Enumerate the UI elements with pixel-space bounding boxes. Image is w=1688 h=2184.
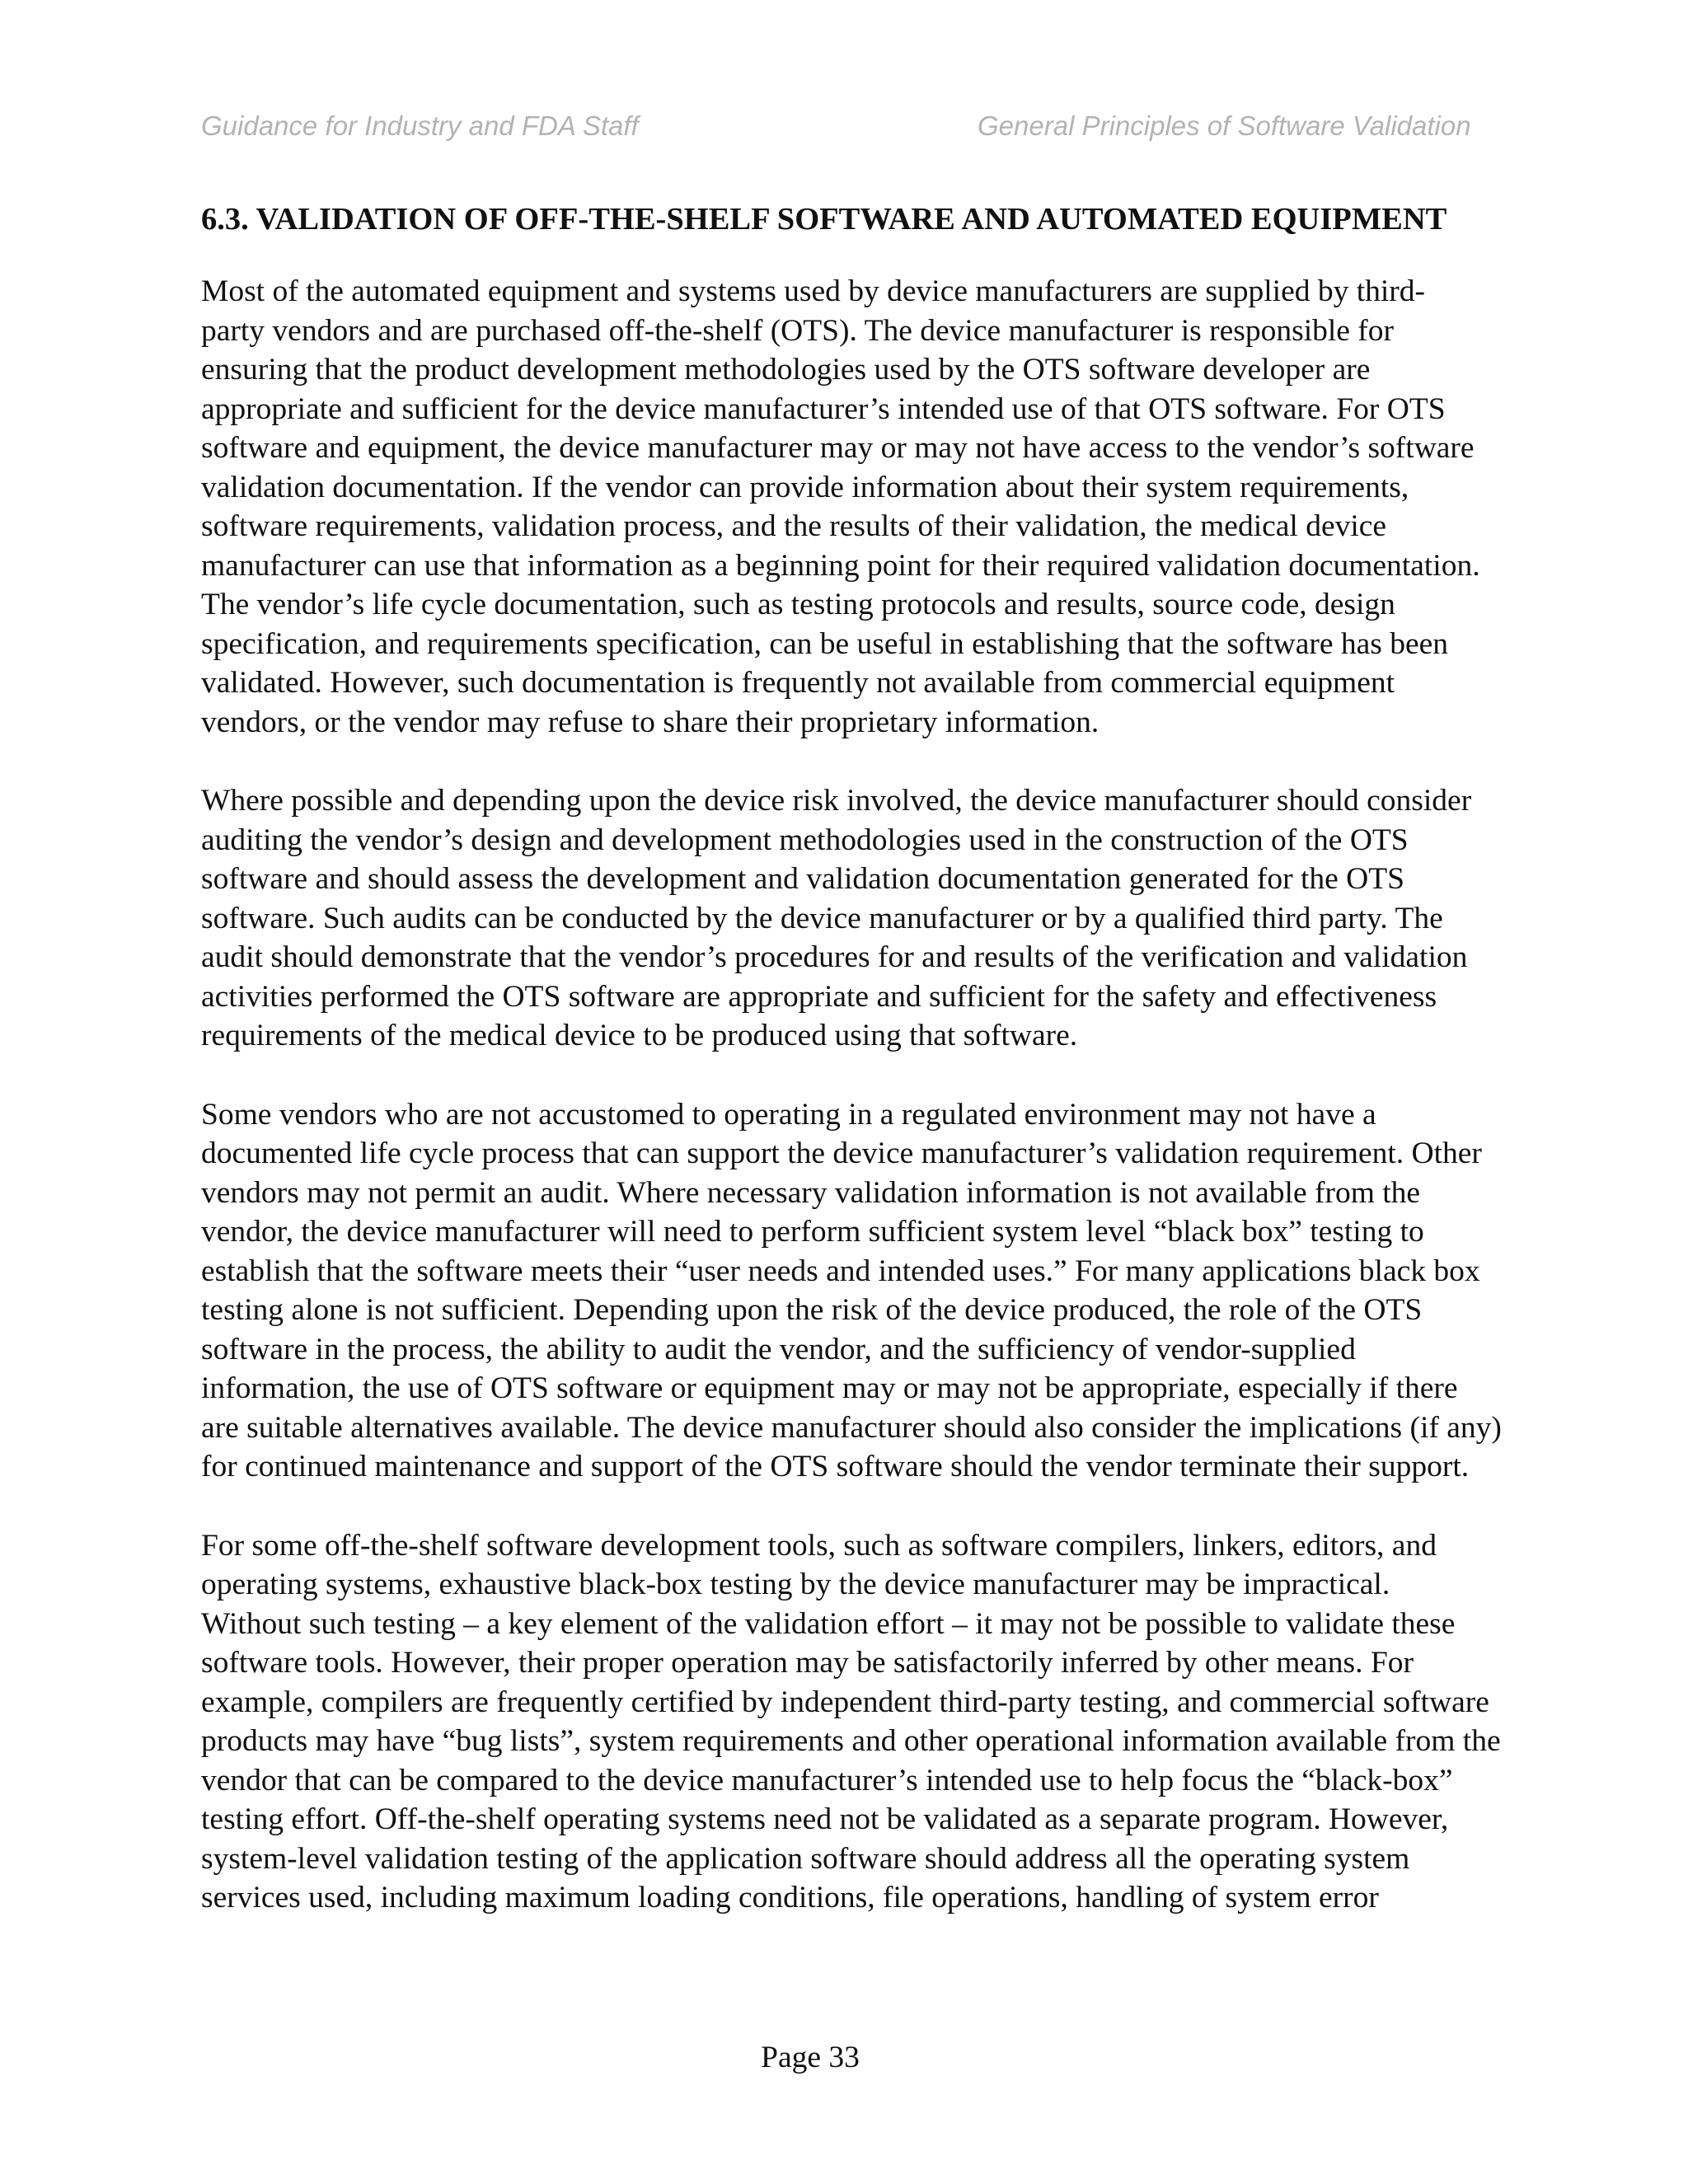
paragraph-3 (201, 1095, 1528, 1487)
paragraph-line: specification, and requirements specification, can be useful in establishing that the software has been (201, 626, 1449, 661)
paragraph-line: software requirements, validation process, and the results of their validation, the medical device (201, 509, 1387, 543)
paragraph-line: manufacturer can use that information as a beginning point for their required validation documentation. (201, 548, 1480, 583)
paragraph-line: operating systems, exhaustive black-box testing by the device manufacturer may be impractical. (201, 1568, 1390, 1601)
paragraph-line: Most of the automated equipment and systems used by device manufacturers are supplied by third- (201, 274, 1426, 308)
section-heading: 6.3. VALIDATION OF OFF-THE-SHELF SOFTWARE AND AUTOMATED EQUIPMENT (201, 202, 1447, 237)
paragraph-line: party vendors and are purchased off-the-shelf (OTS). The device manufacturer is responsible for (201, 313, 1395, 348)
paragraph-line: software in the process, the ability to audit the vendor, and the sufficiency of vendor-supplied (201, 1332, 1356, 1366)
paragraph-line: validation documentation. If the vendor can provide information about their system requirements, (201, 470, 1409, 504)
paragraph-line: vendors may not permit an audit. Where necessary validation information is not available from the (201, 1175, 1421, 1210)
paragraph-line: software tools. However, their proper operation may be satisfactorily inferred by other means. For (201, 1646, 1414, 1680)
paragraph-line: vendor, the device manufacturer will need to perform sufficient system level “black box” testing to (201, 1215, 1424, 1249)
header-left-title: Guidance for Industry and FDA Staff (201, 110, 639, 141)
paragraph-line: for continued maintenance and support of the OTS software should the vendor terminate their support. (201, 1450, 1470, 1483)
running-header (201, 110, 1471, 147)
paragraph-line: products may have “bug lists”, system requirements and other operational information available from the (201, 1724, 1501, 1758)
paragraph-line: establish that the software meets their “user needs and intended uses.” For many applications black box (201, 1254, 1480, 1288)
paragraph-1 (201, 272, 1528, 742)
paragraph-line: requirements of the medical device to be produced using that software. (201, 1019, 1078, 1052)
paragraph-line: vendor that can be compared to the device manufacturer’s intended use to help focus the “black-box” (201, 1763, 1453, 1797)
paragraph-line: software and equipment, the device manufacturer may or may not have access to the vendor’s software (201, 431, 1475, 465)
paragraph-line: For some off-the-shelf software development tools, such as software compilers, linkers, editors, and (201, 1528, 1437, 1563)
paragraph-line: software and should assess the development and validation documentation generated for the OTS (201, 862, 1405, 896)
paragraph-line: activities performed the OTS software are appropriate and sufficient for the safety and effectiveness (201, 979, 1437, 1014)
paragraph-line: vendors, or the vendor may refuse to share their proprietary information. (201, 705, 1100, 739)
header-right-title: General Principles of Software Validation (978, 110, 1471, 141)
paragraph-line: auditing the vendor’s design and development methodologies used in the construction of the OTS (201, 823, 1409, 857)
paragraph-line: Without such testing – a key element of the validation effort – it may not be possible to validate these (201, 1606, 1456, 1641)
paragraph-line: are suitable alternatives available. The device manufacturer should also consider the implications (if any) (201, 1410, 1502, 1445)
paragraph-line: testing alone is not sufficient. Depending upon the risk of the device produced, the role of the OTS (201, 1293, 1423, 1327)
paragraph-line: ensuring that the product development methodologies used by the OTS software developer are (201, 353, 1371, 387)
paragraph-4 (201, 1526, 1528, 1918)
paragraph-line: validated. However, such documentation is frequently not available from commercial equipment (201, 666, 1395, 700)
page-number: Page 33 (761, 2041, 860, 2074)
paragraph-line: example, compilers are frequently certified by independent third-party testing, and commercial software (201, 1685, 1489, 1719)
paragraph-line: appropriate and sufficient for the device manufacturer’s intended use of that OTS software. For OTS (201, 391, 1446, 426)
paragraph-line: testing effort. Off-the-shelf operating systems need not be validated as a separate program. However, (201, 1802, 1449, 1836)
paragraph-line: Where possible and depending upon the device risk involved, the device manufacturer should consider (201, 784, 1472, 818)
paragraph-line: audit should demonstrate that the vendor’s procedures for and results of the verification and validation (201, 940, 1468, 974)
paragraph-line: system-level validation testing of the application software should address all the operating system (201, 1841, 1410, 1876)
paragraph-line: documented life cycle process that can support the device manufacturer’s validation requirement. Other (201, 1137, 1482, 1170)
paragraph-line: software. Such audits can be conducted by the device manufacturer or by a qualified third party. The (201, 901, 1443, 935)
paragraph-line: Some vendors who are not accustomed to operating in a regulated environment may not have a (201, 1097, 1376, 1132)
paragraph-line: information, the use of OTS software or equipment may or may not be appropriate, especially if there (201, 1371, 1458, 1405)
paragraph-line: The vendor’s life cycle documentation, such as testing protocols and results, source code, design (201, 588, 1395, 621)
page-body (201, 199, 1528, 1957)
paragraph-line: services used, including maximum loading conditions, file operations, handling of system error (201, 1881, 1379, 1915)
paragraph-2 (201, 781, 1528, 1056)
